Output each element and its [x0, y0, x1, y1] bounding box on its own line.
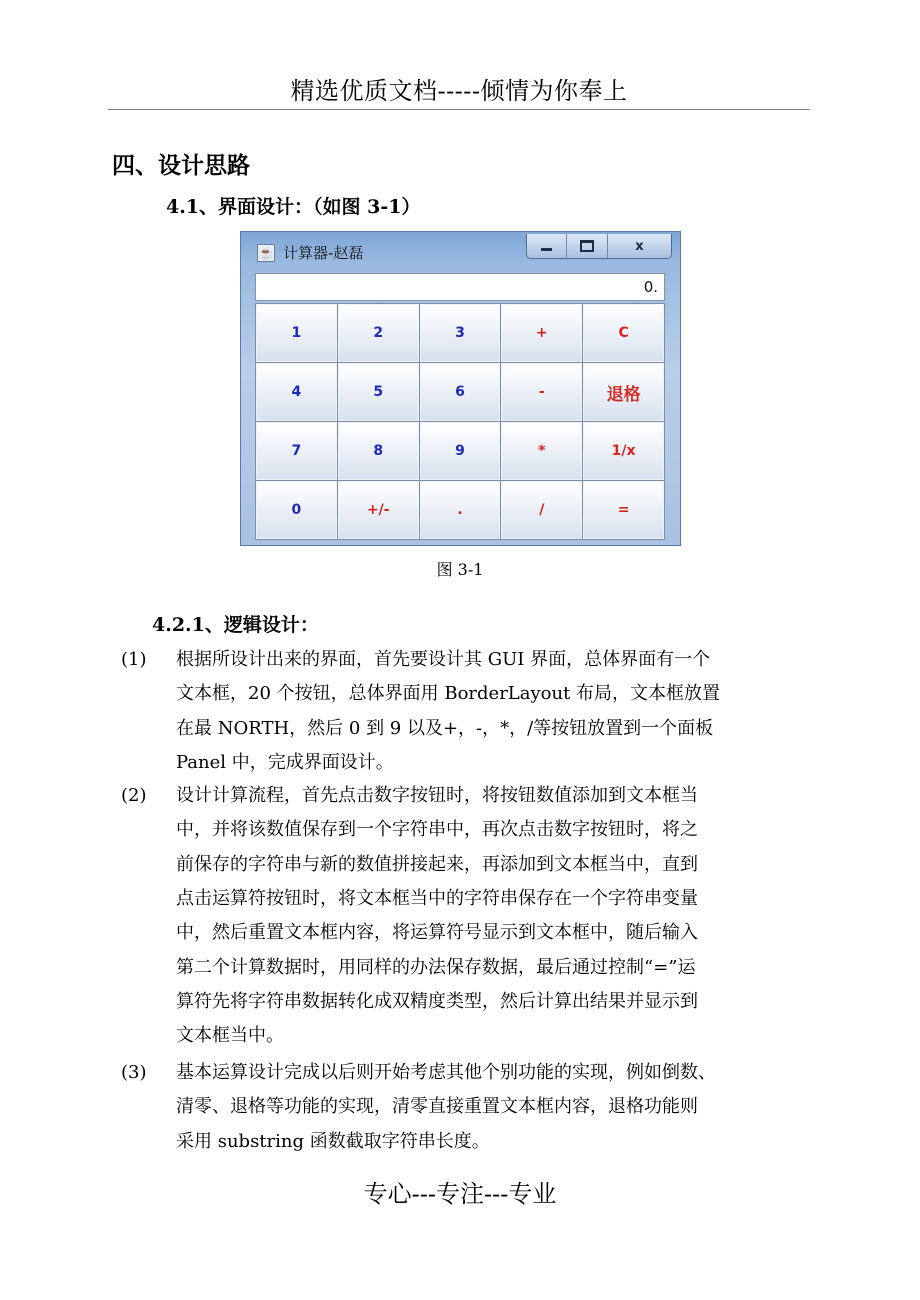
- calc-key: 2: [338, 304, 419, 362]
- item-text-line: 第二个计算数据时，用同样的办法保存数据，最后通过控制“=”运: [176, 956, 696, 978]
- item-text-line: 点击运算符按钮时，将文本框当中的字符串保存在一个字符串变量: [176, 887, 698, 909]
- section-title: 四、设计思路: [112, 152, 250, 179]
- item-text-line: 前保存的字符串与新的数值拼接起来，再添加到文本框当中，直到: [176, 853, 698, 875]
- calc-key: 0: [256, 481, 337, 539]
- close-icon: x: [608, 234, 671, 258]
- calc-key: C: [583, 304, 664, 362]
- maximize-icon: [567, 234, 607, 258]
- item-text-line: Panel 中，完成界面设计。: [176, 751, 394, 773]
- item-text-line: 基本运算设计完成以后则开始考虑其他个别功能的实现，例如倒数、: [176, 1062, 716, 1083]
- calculator-titlebar: [241, 232, 680, 272]
- calc-key: 8: [338, 422, 419, 480]
- calc-key: 1/x: [583, 422, 664, 480]
- calc-key: .: [420, 481, 501, 539]
- minimize-icon: [527, 234, 567, 258]
- item-number: (1): [121, 649, 147, 670]
- subsection-ui-design: 4.1、界面设计：（如图 3-1）: [166, 196, 421, 218]
- item-number: (2): [121, 785, 147, 806]
- item-text-line: 文本框当中。: [176, 1025, 284, 1047]
- calculator-keypad: [255, 303, 665, 540]
- calc-key: 1: [256, 304, 337, 362]
- calc-key: 6: [420, 363, 501, 421]
- calc-key: +: [501, 304, 582, 362]
- page-footer: 专心---专注---专业: [363, 1180, 557, 1208]
- subsection-logic-design: 4.2.1、逻辑设计：: [152, 614, 319, 636]
- item-text-line: 中，然后重置文本框内容，将运算符号显示到文本框中，随后输入: [176, 922, 698, 944]
- item-text-line: 算符先将字符串数据转化成双精度类型，然后计算出结果并显示到: [176, 990, 698, 1012]
- calc-key: -: [501, 363, 582, 421]
- item-text-line: 设计计算流程，首先点击数字按钮时，将按钮数值添加到文本框当: [176, 785, 698, 806]
- calculator-window-screenshot: [240, 231, 681, 546]
- calculator-display: 0.: [255, 273, 665, 301]
- header-rule: [108, 109, 810, 110]
- calc-key: /: [501, 481, 582, 539]
- calc-key: 9: [420, 422, 501, 480]
- java-cup-icon: ☕: [258, 246, 274, 260]
- item-text-line: 采用 substring 函数截取字符串长度。: [176, 1130, 490, 1152]
- calc-key: 3: [420, 304, 501, 362]
- calc-key: =: [583, 481, 664, 539]
- calculator-window-title: 计算器-赵磊: [283, 244, 364, 262]
- calc-key: 4: [256, 363, 337, 421]
- item-text-line: 根据所设计出来的界面，首先要设计其 GUI 界面，总体界面有一个: [176, 649, 711, 670]
- page-header: 精选优质文档-----倾情为你奉上: [290, 77, 628, 105]
- item-text-line: 在最 NORTH，然后 0 到 9 以及+，-，*，/等按钮放置到一个面板: [176, 717, 714, 739]
- calc-key: 7: [256, 422, 337, 480]
- calc-key: 5: [338, 363, 419, 421]
- calc-key: *: [501, 422, 582, 480]
- item-text-line: 中，并将该数值保存到一个字符串中，再次点击数字按钮时，将之: [176, 819, 698, 841]
- item-text-line: 清零、退格等功能的实现，清零直接重置文本框内容，退格功能则: [176, 1096, 698, 1118]
- item-text-line: 文本框，20 个按钮，总体界面用 BorderLayout 布局，文本框放置: [176, 683, 721, 705]
- item-number: (3): [121, 1062, 147, 1083]
- window-controls: [526, 234, 672, 259]
- calc-key: 退格: [583, 363, 664, 421]
- figure-caption: 图 3-1: [436, 560, 484, 579]
- calc-key: +/-: [338, 481, 419, 539]
